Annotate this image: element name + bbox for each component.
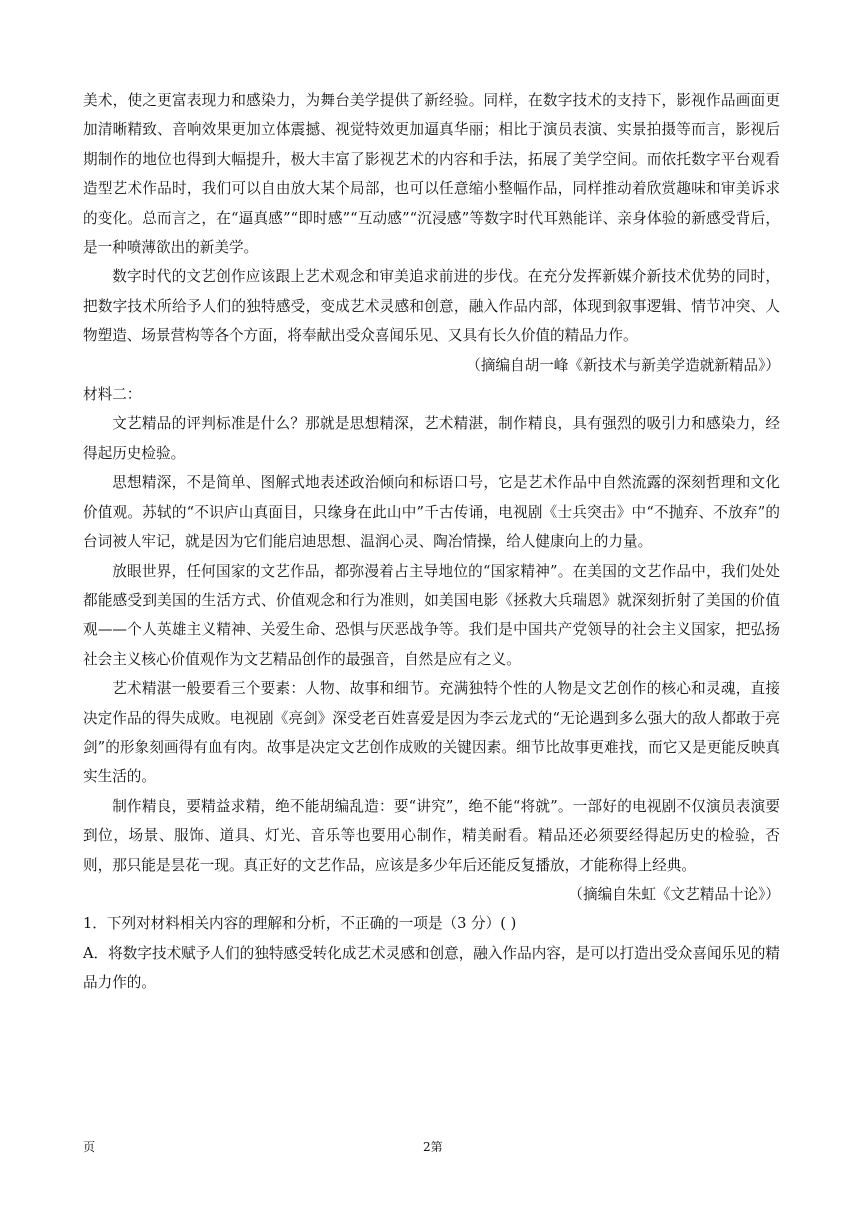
material1-paragraph-2: 数字时代的文艺创作应该跟上艺术观念和审美追求前进的步伐。在充分发挥新媒介新技术优势的同时，把数字技术所给予人们的独特感受，变成艺术灵感和创意，融入作品内部，体现到叙事逻辑、情节冲突、人物塑造、场景营构等各个方面，将奉献出受众喜闻乐见、又具有长久价值的精品力作。 <box>83 268 780 345</box>
page-footer <box>83 1138 780 1158</box>
page-number: 2第 <box>423 1140 443 1154</box>
material2-paragraph-2: 思想精深，不是简单、图解式地表述政治倾向和标语口号，它是艺术作品中自然流露的深刻哲理和文化价值观。苏轼的“不识庐山真面目，只缘身在此山中”千古传诵，电视剧《士兵突击》中“不抛弃、不放弃”的台词被人牢记，就是因为它们能启迪思想、温润心灵、陶冶情操，给人健康向上的力量。 <box>83 474 780 551</box>
document-body <box>83 86 780 998</box>
material1-paragraph-continued: 美术，使之更富表现力和感染力，为舞台美学提供了新经验。同样，在数字技术的支持下，影视作品画面更加清晰精致、音响效果更加立体震撼、视觉特效更加逼真华丽；相比于演员表演、实景拍摄等而言，影视后期制作的地位也得到大幅提升，极大丰富了影视艺术的内容和手法，拓展了美学空间。而依托数字平台观看造型艺术作品时，我们可以自由放大某个局部，也可以任意缩小整幅作品，同样推动着欣赏趣味和审美诉求的变化。总而言之，在“逼真感”“即时感”“互动感”“沉浸感”等数字时代耳熟能详、亲身体验的新感受背后，是一种喷薄欲出的新美学。 <box>83 92 780 257</box>
footer-left-text: 页 <box>83 1140 96 1154</box>
material2-label: 材料二： <box>83 386 142 404</box>
material2-paragraph-3: 放眼世界，任何国家的文艺作品，都弥漫着占主导地位的“国家精神”。在美国的文艺作品中，我们处处都能感受到美国的生活方式、价值观念和行为准则，如美国电影《拯救大兵瑞恩》就深刻折射了美国的价值观——个人英雄主义精神、关爱生命、恐惧与厌恶战争等。我们是中国共产党领导的社会主义国家，把弘扬社会主义核心价值观作为文艺精品创作的最强音，自然是应有之义。 <box>83 562 780 668</box>
material2-paragraph-5: 制作精良，要精益求精，绝不能胡编乱造：要“讲究”，绝不能“将就”。一部好的电视剧不仅演员表演要到位，场景、服饰、道具、灯光、音乐等也要用心制作，精美耐看。精品还必须要经得起历史的检验，否则，那只能是昙花一现。真正好的文艺作品，应该是多少年后还能反复播放，才能称得上经典。 <box>83 797 780 874</box>
question-option-a: A．将数字技术赋予人们的独特感受转化成艺术灵感和创意，融入作品内容，是可以打造出受众喜闻乐见的精品力作的。 <box>83 944 780 992</box>
question-stem: 1．下列对材料相关内容的理解和分析，不正确的一项是（3 分）( ) <box>83 915 517 933</box>
material2-paragraph-1: 文艺精品的评判标准是什么？那就是思想精深，艺术精湛，制作精良，具有强烈的吸引力和感染力，经得起历史检验。 <box>83 415 780 462</box>
material1-source: （摘编自胡一峰《新技术与新美学造就新精品》） <box>466 356 780 374</box>
material2-source: （摘编自朱虹《文艺精品十论》） <box>568 885 780 903</box>
material2-paragraph-4: 艺术精湛一般要看三个要素：人物、故事和细节。充满独特个性的人物是文艺创作的核心和灵魂，直接决定作品的得失成败。电视剧《亮剑》深受老百姓喜爱是因为李云龙式的“无论遇到多么强大的敌人都敢于亮剑”的形象刻画得有血有肉。故事是决定文艺创作成败的关键因素。细节比故事更难找，而它又是更能反映真实生活的。 <box>83 680 780 786</box>
